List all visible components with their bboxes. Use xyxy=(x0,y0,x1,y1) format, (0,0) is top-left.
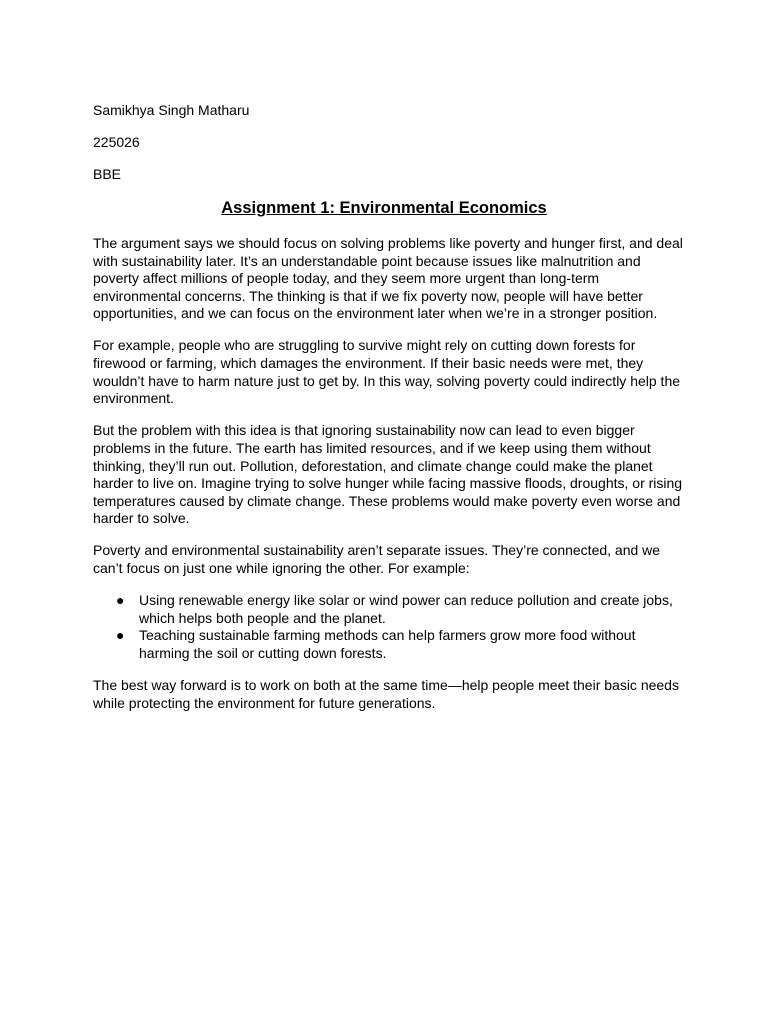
paragraph-conclusion: The best way forward is to work on both at the same time—help people meet their basic needs while protecting the environment for future generations. xyxy=(93,676,679,711)
bullet-dot-icon: ● xyxy=(116,627,125,644)
document-title: Assignment 1: Environmental Economics xyxy=(221,199,547,217)
paragraph-problem: But the problem with this idea is that ignoring sustainability now can lead to even bigger problems in the future. The earth has limited resources, and if we keep using them without thinking, they’ll run out. Pollution, deforestation, and climate change could make the planet harder to live on. Imagine trying to solve hunger while facing massive floods, droughts, or rising temperatures caused by climate change. These problems would make poverty even worse and harder to solve. xyxy=(93,422,683,527)
paragraph-connection: Poverty and environmental sustainability aren’t separate issues. They’re connected, and we can’t focus on just one while ignoring the other. For example: xyxy=(93,542,661,576)
bullet-text: Using renewable energy like solar or wind power can reduce pollution and create jobs, which helps both people and the planet. xyxy=(139,592,673,626)
student-id: 225026 xyxy=(93,134,140,150)
list-item xyxy=(93,592,683,627)
paragraph-example: For example, people who are struggling to survive might rely on cutting down forests for firewood or farming, which damages the environment. If their basic needs were met, they wouldn’t have to harm nature just to get by. In this way, solving poverty could indirectly help the environment. xyxy=(93,337,681,407)
author-name: Samikhya Singh Matharu xyxy=(93,102,250,118)
bullet-dot-icon: ● xyxy=(116,592,125,609)
paragraph-intro: The argument says we should focus on solving problems like poverty and hunger first, and deal with sustainability later. It’s an understandable point because issues like malnutrition and poverty affect millions of people today, and they seem more urgent than long-term environmental concerns. The thinking is that if we fix poverty now, people will have better opportunities, and we can focus on the environment later when we’re in a stronger position. xyxy=(93,235,683,322)
list-item xyxy=(93,627,683,662)
document-body xyxy=(93,235,683,727)
bullet-text: Teaching sustainable farming methods can help farmers grow more food without harming the soil or cutting down forests. xyxy=(139,627,636,661)
program-name: BBE xyxy=(93,166,122,182)
bullet-list xyxy=(93,592,683,662)
